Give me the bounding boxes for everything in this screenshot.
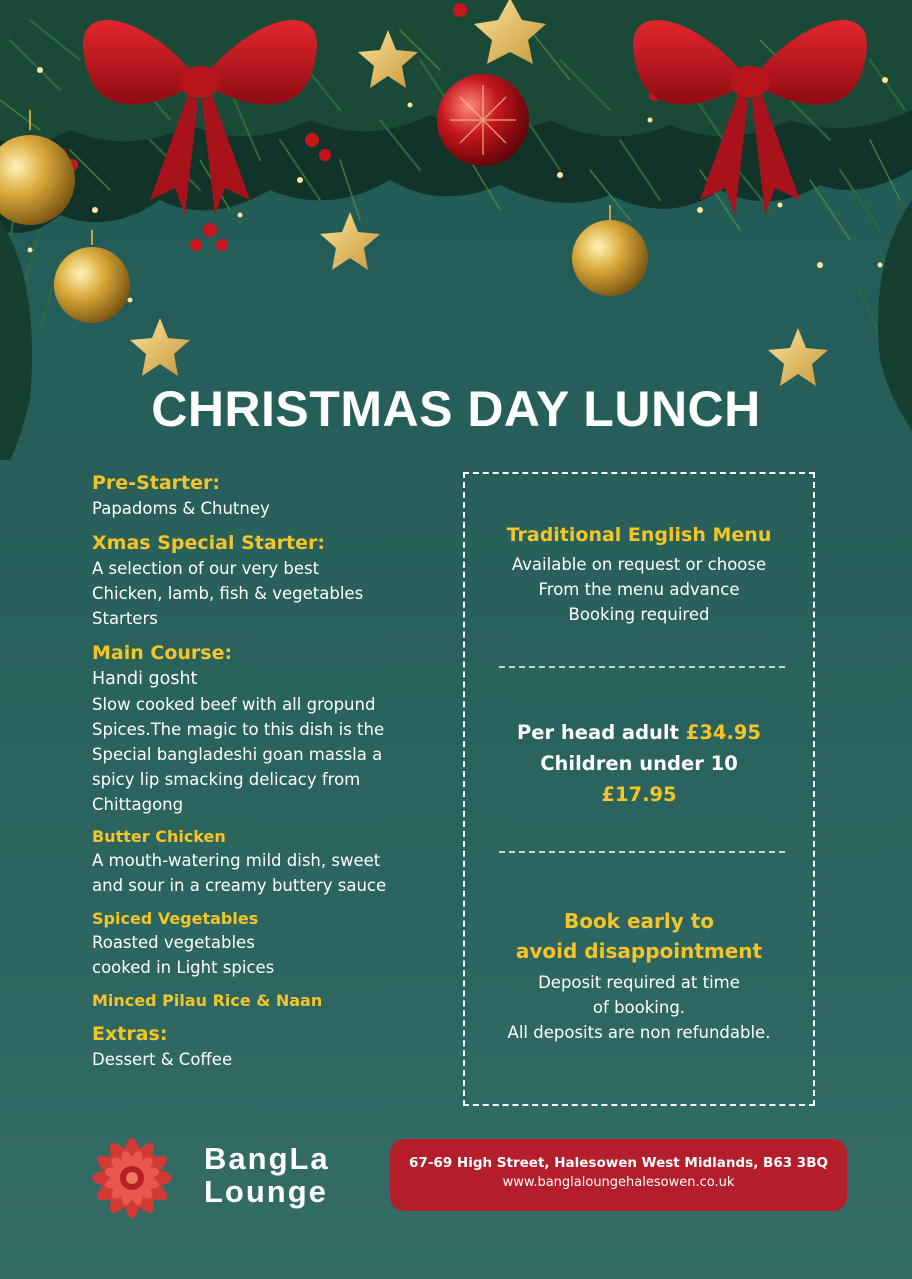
pricing-section xyxy=(465,717,813,810)
dish-name-handi-gosht: Handi gosht xyxy=(92,669,198,689)
xmas-starter-line: Chicken, lamb, fish & vegetables xyxy=(92,584,364,603)
xmas-starter-line: A selection of our very best xyxy=(92,559,320,578)
address-text: 67-69 High Street, Halesowen West Midlands, B63 3BQ xyxy=(409,1155,828,1171)
adult-price-line xyxy=(465,717,813,748)
extras-heading: Extras: xyxy=(92,1023,168,1045)
english-menu-section xyxy=(465,524,813,627)
booking-heading: avoid disappointment xyxy=(515,939,763,963)
pre-starter-section xyxy=(92,470,437,521)
english-menu-line: Booking required xyxy=(568,605,710,624)
xmas-starter-section xyxy=(92,530,437,631)
flower-logo-icon xyxy=(82,1128,182,1228)
dish-description-line: Slow cooked beef with all gropund xyxy=(92,695,376,714)
dish-name-butter-chicken: Butter Chicken xyxy=(92,827,226,846)
xmas-starter-line: Starters xyxy=(92,609,158,628)
pre-starter-text: Papadoms & Chutney xyxy=(92,499,270,518)
booking-line: of booking. xyxy=(592,998,686,1017)
website-link[interactable]: www.banglaloungehalesowen.co.uk xyxy=(502,1175,735,1190)
logo-line2: Lounge xyxy=(204,1174,328,1209)
children-price-label: Children under 10 xyxy=(540,752,738,775)
booking-line: All deposits are non refundable. xyxy=(507,1023,771,1042)
dish-description-line: cooked in Light spices xyxy=(92,958,275,977)
dish-description-line: Special bangladeshi goan massla a xyxy=(92,745,383,764)
english-menu-line: From the menu advance xyxy=(538,580,740,599)
adult-price-label: Per head adult xyxy=(517,721,679,744)
dish-description-line: and sour in a creamy buttery sauce xyxy=(92,876,387,895)
address-bar xyxy=(390,1139,847,1211)
children-price-value: £17.95 xyxy=(601,783,677,806)
main-course-heading: Main Course: xyxy=(92,642,233,664)
booking-heading: Book early to xyxy=(563,909,715,933)
pre-starter-heading: Pre-Starter: xyxy=(92,472,220,494)
dish-description-line: Roasted vegetables xyxy=(92,933,255,952)
booking-line: Deposit required at time xyxy=(538,973,740,992)
english-menu-heading: Traditional English Menu xyxy=(506,524,772,546)
logo-line1: BangLa xyxy=(204,1141,330,1176)
english-menu-line: Available on request or choose xyxy=(511,555,767,574)
xmas-starter-heading: Xmas Special Starter: xyxy=(92,532,325,554)
dish-description-line: A mouth-watering mild dish, sweet xyxy=(92,851,381,870)
extras-text: Dessert & Coffee xyxy=(92,1050,233,1069)
dish-description-line: Spices.The magic to this dish is the xyxy=(92,720,385,739)
logo-wordmark xyxy=(204,1142,330,1208)
extras-section xyxy=(92,1021,437,1072)
dish-name-spiced-vegetables: Spiced Vegetables xyxy=(92,909,259,928)
page-title: CHRISTMAS DAY LUNCH xyxy=(151,381,761,437)
main-course-section xyxy=(92,640,437,1012)
booking-section xyxy=(465,906,813,1045)
dish-description-line: Chittagong xyxy=(92,795,184,814)
menu-column xyxy=(92,470,437,1081)
dish-name-pilau-rice-naan: Minced Pilau Rice & Naan xyxy=(92,991,323,1010)
dish-description-line: spicy lip smacking delicacy from xyxy=(92,770,361,789)
info-box xyxy=(463,472,815,1106)
adult-price-value: £34.95 xyxy=(685,721,761,744)
bangla-lounge-logo xyxy=(82,1128,372,1228)
dashed-divider xyxy=(499,851,785,853)
dashed-divider xyxy=(499,666,785,668)
